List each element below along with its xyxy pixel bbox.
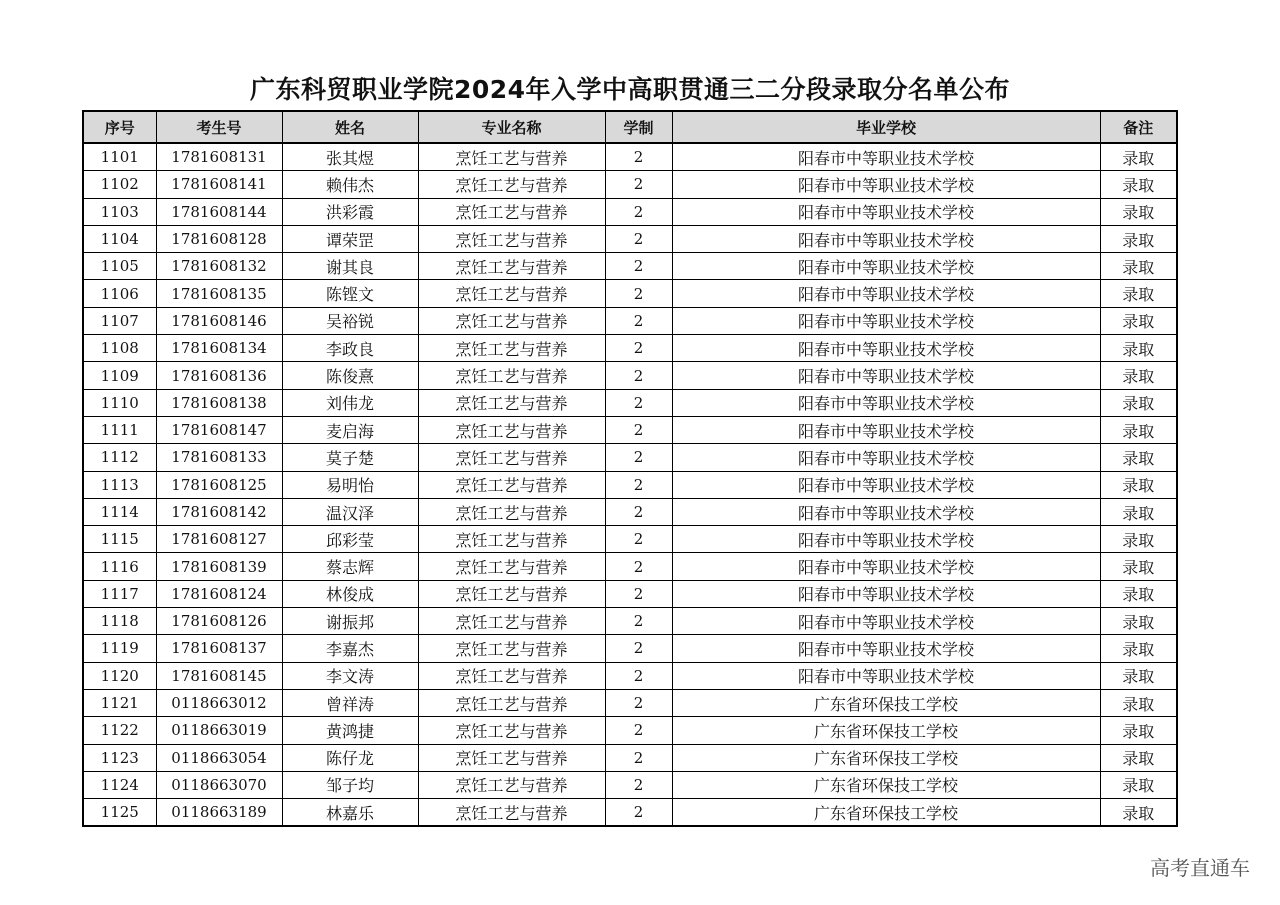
cell-remark: 录取 xyxy=(1100,307,1177,334)
cell-duration: 2 xyxy=(605,307,672,334)
cell-exam-number: 1781608125 xyxy=(156,471,282,498)
cell-index: 1108 xyxy=(83,335,156,362)
cell-name: 林嘉乐 xyxy=(282,799,418,827)
cell-duration: 2 xyxy=(605,444,672,471)
cell-school: 阳春市中等职业技术学校 xyxy=(672,253,1100,280)
table-body xyxy=(83,143,1177,826)
column-header-school: 毕业学校 xyxy=(672,111,1100,143)
cell-remark: 录取 xyxy=(1100,689,1177,716)
cell-exam-number: 1781608144 xyxy=(156,198,282,225)
cell-index: 1111 xyxy=(83,416,156,443)
cell-major: 烹饪工艺与营养 xyxy=(418,717,605,744)
cell-major: 烹饪工艺与营养 xyxy=(418,771,605,798)
cell-duration: 2 xyxy=(605,635,672,662)
table-row xyxy=(83,744,1177,771)
cell-remark: 录取 xyxy=(1100,471,1177,498)
cell-exam-number: 1781608132 xyxy=(156,253,282,280)
cell-name: 谭荣罡 xyxy=(282,225,418,252)
cell-major: 烹饪工艺与营养 xyxy=(418,471,605,498)
cell-name: 谢其良 xyxy=(282,253,418,280)
table-row xyxy=(83,389,1177,416)
cell-exam-number: 1781608147 xyxy=(156,416,282,443)
cell-index: 1116 xyxy=(83,553,156,580)
cell-remark: 录取 xyxy=(1100,335,1177,362)
cell-duration: 2 xyxy=(605,608,672,635)
table-row xyxy=(83,198,1177,225)
table-row xyxy=(83,799,1177,827)
table-row xyxy=(83,307,1177,334)
cell-remark: 录取 xyxy=(1100,799,1177,827)
cell-remark: 录取 xyxy=(1100,771,1177,798)
cell-index: 1117 xyxy=(83,580,156,607)
cell-exam-number: 0118663070 xyxy=(156,771,282,798)
cell-school: 阳春市中等职业技术学校 xyxy=(672,362,1100,389)
cell-name: 陈铿文 xyxy=(282,280,418,307)
cell-exam-number: 1781608127 xyxy=(156,526,282,553)
cell-duration: 2 xyxy=(605,280,672,307)
cell-major: 烹饪工艺与营养 xyxy=(418,580,605,607)
cell-duration: 2 xyxy=(605,225,672,252)
cell-duration: 2 xyxy=(605,471,672,498)
table-row xyxy=(83,280,1177,307)
cell-remark: 录取 xyxy=(1100,744,1177,771)
cell-index: 1112 xyxy=(83,444,156,471)
cell-exam-number: 0118663019 xyxy=(156,717,282,744)
cell-school: 阳春市中等职业技术学校 xyxy=(672,662,1100,689)
cell-major: 烹饪工艺与营养 xyxy=(418,280,605,307)
cell-duration: 2 xyxy=(605,389,672,416)
cell-school: 阳春市中等职业技术学校 xyxy=(672,635,1100,662)
cell-remark: 录取 xyxy=(1100,635,1177,662)
cell-remark: 录取 xyxy=(1100,362,1177,389)
table-row xyxy=(83,143,1177,171)
cell-duration: 2 xyxy=(605,416,672,443)
page-title: 广东科贸职业学院2024年入学中高职贯通三二分段录取分名单公布 xyxy=(249,75,1011,104)
cell-duration: 2 xyxy=(605,744,672,771)
cell-exam-number: 1781608135 xyxy=(156,280,282,307)
cell-duration: 2 xyxy=(605,553,672,580)
cell-exam-number: 1781608142 xyxy=(156,498,282,525)
table-row xyxy=(83,416,1177,443)
cell-name: 李嘉杰 xyxy=(282,635,418,662)
cell-remark: 录取 xyxy=(1100,444,1177,471)
cell-exam-number: 0118663189 xyxy=(156,799,282,827)
cell-index: 1114 xyxy=(83,498,156,525)
cell-exam-number: 1781608128 xyxy=(156,225,282,252)
cell-remark: 录取 xyxy=(1100,553,1177,580)
cell-duration: 2 xyxy=(605,253,672,280)
cell-name: 张其煜 xyxy=(282,143,418,171)
cell-remark: 录取 xyxy=(1100,225,1177,252)
cell-major: 烹饪工艺与营养 xyxy=(418,171,605,198)
cell-duration: 2 xyxy=(605,717,672,744)
cell-exam-number: 1781608145 xyxy=(156,662,282,689)
cell-school: 阳春市中等职业技术学校 xyxy=(672,171,1100,198)
cell-exam-number: 1781608138 xyxy=(156,389,282,416)
cell-name: 曾祥涛 xyxy=(282,689,418,716)
cell-index: 1103 xyxy=(83,198,156,225)
cell-index: 1110 xyxy=(83,389,156,416)
column-header-duration: 学制 xyxy=(605,111,672,143)
cell-school: 阳春市中等职业技术学校 xyxy=(672,335,1100,362)
cell-school: 阳春市中等职业技术学校 xyxy=(672,608,1100,635)
cell-name: 林俊成 xyxy=(282,580,418,607)
table-row xyxy=(83,635,1177,662)
cell-name: 吴裕锐 xyxy=(282,307,418,334)
cell-school: 阳春市中等职业技术学校 xyxy=(672,225,1100,252)
cell-duration: 2 xyxy=(605,771,672,798)
table-row xyxy=(83,471,1177,498)
cell-exam-number: 1781608139 xyxy=(156,553,282,580)
cell-school: 阳春市中等职业技术学校 xyxy=(672,198,1100,225)
cell-exam-number: 1781608136 xyxy=(156,362,282,389)
cell-major: 烹饪工艺与营养 xyxy=(418,689,605,716)
cell-exam-number: 1781608134 xyxy=(156,335,282,362)
cell-index: 1125 xyxy=(83,799,156,827)
column-header-name: 姓名 xyxy=(282,111,418,143)
cell-index: 1109 xyxy=(83,362,156,389)
cell-exam-number: 1781608126 xyxy=(156,608,282,635)
cell-index: 1120 xyxy=(83,662,156,689)
table-row xyxy=(83,608,1177,635)
cell-remark: 录取 xyxy=(1100,389,1177,416)
cell-duration: 2 xyxy=(605,689,672,716)
cell-remark: 录取 xyxy=(1100,717,1177,744)
cell-major: 烹饪工艺与营养 xyxy=(418,498,605,525)
watermark-text: 高考直通车 xyxy=(1150,856,1250,880)
cell-name: 邹子均 xyxy=(282,771,418,798)
cell-name: 赖伟杰 xyxy=(282,171,418,198)
cell-remark: 录取 xyxy=(1100,580,1177,607)
cell-name: 莫子楚 xyxy=(282,444,418,471)
cell-school: 阳春市中等职业技术学校 xyxy=(672,471,1100,498)
cell-major: 烹饪工艺与营养 xyxy=(418,253,605,280)
table-row xyxy=(83,171,1177,198)
cell-name: 李政良 xyxy=(282,335,418,362)
cell-school: 广东省环保技工学校 xyxy=(672,717,1100,744)
column-header-major: 专业名称 xyxy=(418,111,605,143)
cell-major: 烹饪工艺与营养 xyxy=(418,225,605,252)
cell-school: 阳春市中等职业技术学校 xyxy=(672,526,1100,553)
cell-exam-number: 0118663054 xyxy=(156,744,282,771)
cell-duration: 2 xyxy=(605,526,672,553)
column-header-remark: 备注 xyxy=(1100,111,1177,143)
cell-index: 1122 xyxy=(83,717,156,744)
cell-school: 阳春市中等职业技术学校 xyxy=(672,307,1100,334)
cell-school: 广东省环保技工学校 xyxy=(672,689,1100,716)
cell-major: 烹饪工艺与营养 xyxy=(418,307,605,334)
cell-index: 1104 xyxy=(83,225,156,252)
cell-remark: 录取 xyxy=(1100,526,1177,553)
cell-index: 1101 xyxy=(83,143,156,171)
cell-major: 烹饪工艺与营养 xyxy=(418,553,605,580)
cell-remark: 录取 xyxy=(1100,608,1177,635)
cell-duration: 2 xyxy=(605,799,672,827)
cell-major: 烹饪工艺与营养 xyxy=(418,143,605,171)
table-row xyxy=(83,553,1177,580)
cell-duration: 2 xyxy=(605,198,672,225)
cell-school: 阳春市中等职业技术学校 xyxy=(672,580,1100,607)
cell-school: 阳春市中等职业技术学校 xyxy=(672,498,1100,525)
cell-name: 洪彩霞 xyxy=(282,198,418,225)
cell-exam-number: 1781608131 xyxy=(156,143,282,171)
cell-school: 阳春市中等职业技术学校 xyxy=(672,280,1100,307)
cell-major: 烹饪工艺与营养 xyxy=(418,608,605,635)
cell-duration: 2 xyxy=(605,498,672,525)
cell-school: 阳春市中等职业技术学校 xyxy=(672,553,1100,580)
cell-duration: 2 xyxy=(605,662,672,689)
table-row xyxy=(83,689,1177,716)
cell-remark: 录取 xyxy=(1100,662,1177,689)
cell-major: 烹饪工艺与营养 xyxy=(418,362,605,389)
cell-duration: 2 xyxy=(605,362,672,389)
cell-major: 烹饪工艺与营养 xyxy=(418,526,605,553)
cell-index: 1118 xyxy=(83,608,156,635)
table-row xyxy=(83,717,1177,744)
cell-index: 1113 xyxy=(83,471,156,498)
cell-duration: 2 xyxy=(605,143,672,171)
cell-index: 1107 xyxy=(83,307,156,334)
cell-remark: 录取 xyxy=(1100,253,1177,280)
cell-index: 1105 xyxy=(83,253,156,280)
column-header-exam-number: 考生号 xyxy=(156,111,282,143)
table-row xyxy=(83,498,1177,525)
table-header-row xyxy=(83,111,1177,143)
cell-exam-number: 0118663012 xyxy=(156,689,282,716)
cell-remark: 录取 xyxy=(1100,198,1177,225)
cell-major: 烹饪工艺与营养 xyxy=(418,444,605,471)
table-row xyxy=(83,362,1177,389)
cell-major: 烹饪工艺与营养 xyxy=(418,662,605,689)
cell-exam-number: 1781608146 xyxy=(156,307,282,334)
cell-school: 广东省环保技工学校 xyxy=(672,771,1100,798)
cell-duration: 2 xyxy=(605,171,672,198)
cell-school: 阳春市中等职业技术学校 xyxy=(672,444,1100,471)
cell-major: 烹饪工艺与营养 xyxy=(418,389,605,416)
cell-remark: 录取 xyxy=(1100,280,1177,307)
cell-major: 烹饪工艺与营养 xyxy=(418,799,605,827)
cell-school: 阳春市中等职业技术学校 xyxy=(672,143,1100,171)
table-row xyxy=(83,662,1177,689)
cell-index: 1124 xyxy=(83,771,156,798)
cell-major: 烹饪工艺与营养 xyxy=(418,335,605,362)
cell-index: 1119 xyxy=(83,635,156,662)
cell-name: 陈俊熹 xyxy=(282,362,418,389)
cell-index: 1123 xyxy=(83,744,156,771)
cell-index: 1106 xyxy=(83,280,156,307)
cell-name: 李文涛 xyxy=(282,662,418,689)
cell-exam-number: 1781608141 xyxy=(156,171,282,198)
table-row xyxy=(83,526,1177,553)
cell-major: 烹饪工艺与营养 xyxy=(418,744,605,771)
cell-name: 麦启海 xyxy=(282,416,418,443)
cell-name: 刘伟龙 xyxy=(282,389,418,416)
table-row xyxy=(83,580,1177,607)
table-row xyxy=(83,771,1177,798)
cell-school: 广东省环保技工学校 xyxy=(672,744,1100,771)
cell-major: 烹饪工艺与营养 xyxy=(418,416,605,443)
cell-name: 易明怡 xyxy=(282,471,418,498)
cell-duration: 2 xyxy=(605,335,672,362)
cell-name: 温汉泽 xyxy=(282,498,418,525)
admission-table xyxy=(82,110,1178,827)
cell-major: 烹饪工艺与营养 xyxy=(418,198,605,225)
table-row xyxy=(83,444,1177,471)
cell-exam-number: 1781608124 xyxy=(156,580,282,607)
cell-school: 阳春市中等职业技术学校 xyxy=(672,389,1100,416)
cell-remark: 录取 xyxy=(1100,171,1177,198)
cell-remark: 录取 xyxy=(1100,143,1177,171)
cell-name: 黄鸿捷 xyxy=(282,717,418,744)
cell-name: 邱彩莹 xyxy=(282,526,418,553)
table-row xyxy=(83,253,1177,280)
column-header-index: 序号 xyxy=(83,111,156,143)
cell-index: 1102 xyxy=(83,171,156,198)
cell-name: 谢振邦 xyxy=(282,608,418,635)
cell-school: 广东省环保技工学校 xyxy=(672,799,1100,827)
cell-exam-number: 1781608133 xyxy=(156,444,282,471)
cell-name: 陈仔龙 xyxy=(282,744,418,771)
cell-major: 烹饪工艺与营养 xyxy=(418,635,605,662)
cell-index: 1115 xyxy=(83,526,156,553)
cell-remark: 录取 xyxy=(1100,498,1177,525)
table-row xyxy=(83,225,1177,252)
cell-name: 蔡志辉 xyxy=(282,553,418,580)
cell-remark: 录取 xyxy=(1100,416,1177,443)
cell-index: 1121 xyxy=(83,689,156,716)
cell-exam-number: 1781608137 xyxy=(156,635,282,662)
table-row xyxy=(83,335,1177,362)
cell-duration: 2 xyxy=(605,580,672,607)
cell-school: 阳春市中等职业技术学校 xyxy=(672,416,1100,443)
